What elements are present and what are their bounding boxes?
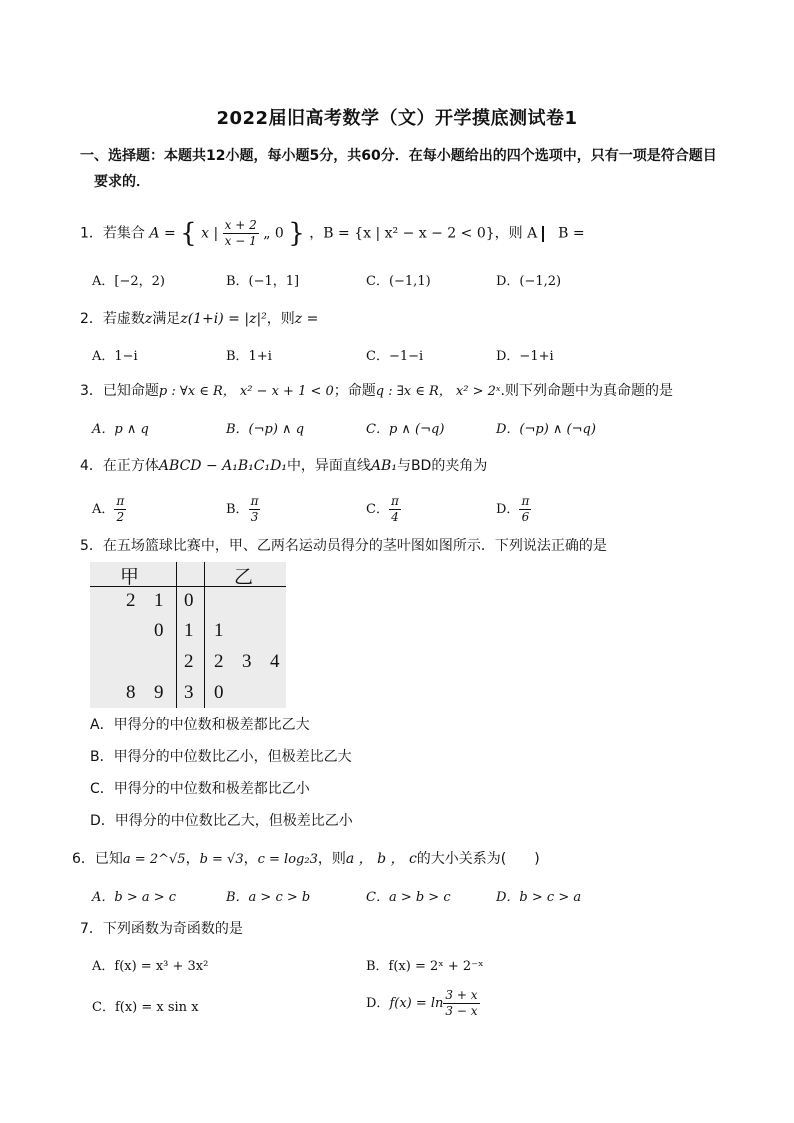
q4-option-d-label: D． <box>496 502 520 517</box>
q3-proposition-q: q : ∃x ∈ R， x² > 2ˣ <box>375 384 501 399</box>
q2-text-b: 满足 <box>152 311 181 327</box>
q4-option-b-den: 3 <box>250 510 259 524</box>
q5-option-c[interactable]: C．甲得分的中位数和极差都比乙小 <box>90 781 310 797</box>
q4-option-c-den: 4 <box>391 510 399 524</box>
q1-frac-num: x + 2 <box>224 218 257 232</box>
page-title: 2022届旧高考数学（文）开学摸底测试卷1 <box>216 108 578 129</box>
q1-brace-open: { <box>180 218 197 249</box>
q3-option-d[interactable]: D．(¬p) ∧ (¬q) <box>496 422 596 437</box>
stem-leaf-left: 2 <box>126 590 136 611</box>
q4-option-c-num: π <box>390 494 399 508</box>
q1-option-c[interactable]: C．(−1,1) <box>366 274 431 289</box>
q4-option-c-fraction <box>389 494 401 525</box>
q2-option-a[interactable]: A．1−i <box>92 349 138 364</box>
q4-label: 4．在正方体 <box>80 458 159 474</box>
q4-option-a-label: A． <box>92 502 115 517</box>
q2-text-c: ，则 <box>266 311 295 327</box>
q4-line: AB₁ <box>370 458 397 474</box>
stem-leaf-right: 2 <box>214 651 224 672</box>
section-instructions-line1: 一、选择题：本题共12小题，每小题5分，共60分．在每小题给出的四个选项中，只有一项是符合题目 <box>80 148 717 164</box>
q4-option-d-num: π <box>521 494 530 508</box>
q4-option-b-fraction <box>249 494 261 525</box>
q2-expr2: z = <box>294 311 319 327</box>
question-6: 6．已知a = 2^√5，b = √3，c = log₂3，则a ， b ， c的大小关系为( ) <box>72 851 540 867</box>
section-instructions-line2: 要求的． <box>94 174 150 190</box>
q7-option-c[interactable]: C．f(x) = x sin x <box>92 1000 199 1015</box>
q4-cube: ABCD − A₁B₁C₁D₁ <box>158 458 287 474</box>
q6-option-c[interactable]: C．a > b > c <box>366 890 451 905</box>
stem-value: 0 <box>184 590 194 611</box>
q1-set-b: ，B = {x | x² − x − 2 < 0}，则 A <box>309 225 538 242</box>
q1-brace-close: } <box>288 218 305 249</box>
question-3 <box>80 380 740 403</box>
q4-option-d-den: 6 <box>521 510 530 524</box>
q1-x-bar: x | <box>201 225 219 242</box>
q6-label: 6．已知 <box>72 851 123 867</box>
q4-option-a[interactable] <box>92 494 126 525</box>
q2-option-d[interactable]: D．−1+i <box>496 349 554 364</box>
q6-option-a[interactable]: A．b > a > c <box>92 890 177 905</box>
stem-leaf-left: 1 <box>154 590 164 611</box>
q7-option-d-fraction <box>443 988 479 1019</box>
q7-option-d-label: D． <box>366 996 390 1011</box>
q4-option-a-fraction <box>114 494 126 525</box>
stem-value: 3 <box>184 682 194 703</box>
stem-leaf-divider-left <box>176 562 177 708</box>
q2-option-b[interactable]: B．1+i <box>226 349 272 364</box>
q6-text-c: 的大小关系为( ) <box>416 851 540 867</box>
stem-leaf-divider-right <box>204 562 205 708</box>
q2-label: 2．若虚数 <box>80 311 145 327</box>
stem-leaf-plot <box>90 562 286 708</box>
q5-option-b[interactable]: B．甲得分的中位数比乙小，但极差比乙大 <box>90 749 352 765</box>
stem-header-jia: 甲 <box>120 567 140 588</box>
q4-option-a-num: π <box>116 494 125 508</box>
q4-option-b[interactable] <box>226 494 260 525</box>
q1-label: 1．若集合 <box>80 225 145 242</box>
q3-proposition-p: p : ∀x ∈ R， x² − x + 1 < 0 <box>158 384 334 399</box>
stem-value: 1 <box>184 620 194 641</box>
q7-option-d-den: 3 − x <box>445 1004 478 1018</box>
q5-option-d[interactable]: D．甲得分的中位数比乙大，但极差比乙小 <box>90 813 353 829</box>
q7-option-d-lhs: f(x) = ln <box>389 996 444 1011</box>
q1-set-a: A <box>149 225 160 242</box>
q1-after-frac: „ 0 <box>263 225 284 242</box>
stem-leaf-left: 8 <box>126 682 136 703</box>
question-4 <box>80 455 740 477</box>
q1-intersection <box>542 226 554 242</box>
q6-c: c = log₂3 <box>257 852 318 867</box>
q6-text-b: ，则 <box>317 851 346 867</box>
stem-leaf-right: 3 <box>242 651 252 672</box>
stem-value: 2 <box>184 651 194 672</box>
q3-option-b[interactable]: B．(¬p) ∧ q <box>226 422 305 437</box>
q6-option-d[interactable]: D．b > c > a <box>496 890 582 905</box>
q1-fraction <box>223 218 259 249</box>
stem-leaf-left: 9 <box>154 682 164 703</box>
stem-header-yi: 乙 <box>234 567 254 588</box>
q3-label: 3．已知命题 <box>80 383 159 399</box>
q4-option-d-fraction <box>519 494 531 525</box>
q4-option-b-label: B． <box>226 502 249 517</box>
question-2 <box>80 308 740 330</box>
q4-option-a-den: 2 <box>116 510 125 524</box>
q3-end: .则下列命题中为真命题的是 <box>500 383 673 399</box>
stem-leaf-right: 1 <box>214 620 224 641</box>
stem-leaf-right: 0 <box>214 682 224 703</box>
q1-option-d[interactable]: D．(−1,2) <box>496 274 562 289</box>
q6-b: b = √3 <box>199 852 244 867</box>
q2-option-c[interactable]: C．−1−i <box>366 349 424 364</box>
q3-option-a[interactable]: A．p ∧ q <box>92 422 149 437</box>
q7-option-a[interactable]: A．f(x) = x³ + 3x² <box>92 959 209 974</box>
q7-option-d[interactable] <box>366 988 480 1019</box>
q4-text-b: 中，异面直线 <box>286 458 371 474</box>
q7-option-d-num: 3 + x <box>445 988 478 1002</box>
q6-option-b[interactable]: B．a > c > b <box>226 890 311 905</box>
q4-option-c[interactable] <box>366 494 401 525</box>
question-5: 5．在五场篮球比赛中，甲、乙两名运动员得分的茎叶图如图所示．下列说法正确的是 <box>80 538 607 554</box>
q2-z: z <box>144 311 153 327</box>
stem-leaf-right: 4 <box>270 651 280 672</box>
q4-option-c-label: C． <box>366 502 389 517</box>
q4-option-d[interactable] <box>496 494 531 525</box>
q3-mid: ；命题 <box>333 383 376 399</box>
question-1 <box>80 218 740 249</box>
q1-option-a[interactable]: A．[−2，2) <box>92 274 165 289</box>
q2-expr: z(1+i) = |z|² <box>180 311 267 327</box>
q4-option-b-num: π <box>250 494 259 508</box>
q4-text-c: 与BD的夹角为 <box>396 458 488 474</box>
section-header <box>80 143 740 195</box>
q1-option-b[interactable]: B．(−1，1] <box>226 274 300 289</box>
q5-option-a[interactable]: A．甲得分的中位数和极差都比乙大 <box>90 717 310 733</box>
question-7: 7．下列函数为奇函数的是 <box>80 921 243 937</box>
q6-a: a = 2^√5 <box>122 852 186 867</box>
stem-leaf-left: 0 <box>154 620 164 641</box>
q1-set-b-end: B = <box>558 225 585 242</box>
q1-frac-den: x − 1 <box>224 234 257 248</box>
q6-abc: a ， b ， c <box>345 851 417 867</box>
q3-option-c[interactable]: C．p ∧ (¬q) <box>366 422 445 437</box>
q7-option-b[interactable]: B．f(x) = 2ˣ + 2⁻ˣ <box>366 959 484 974</box>
q1-equals: = <box>163 225 176 242</box>
